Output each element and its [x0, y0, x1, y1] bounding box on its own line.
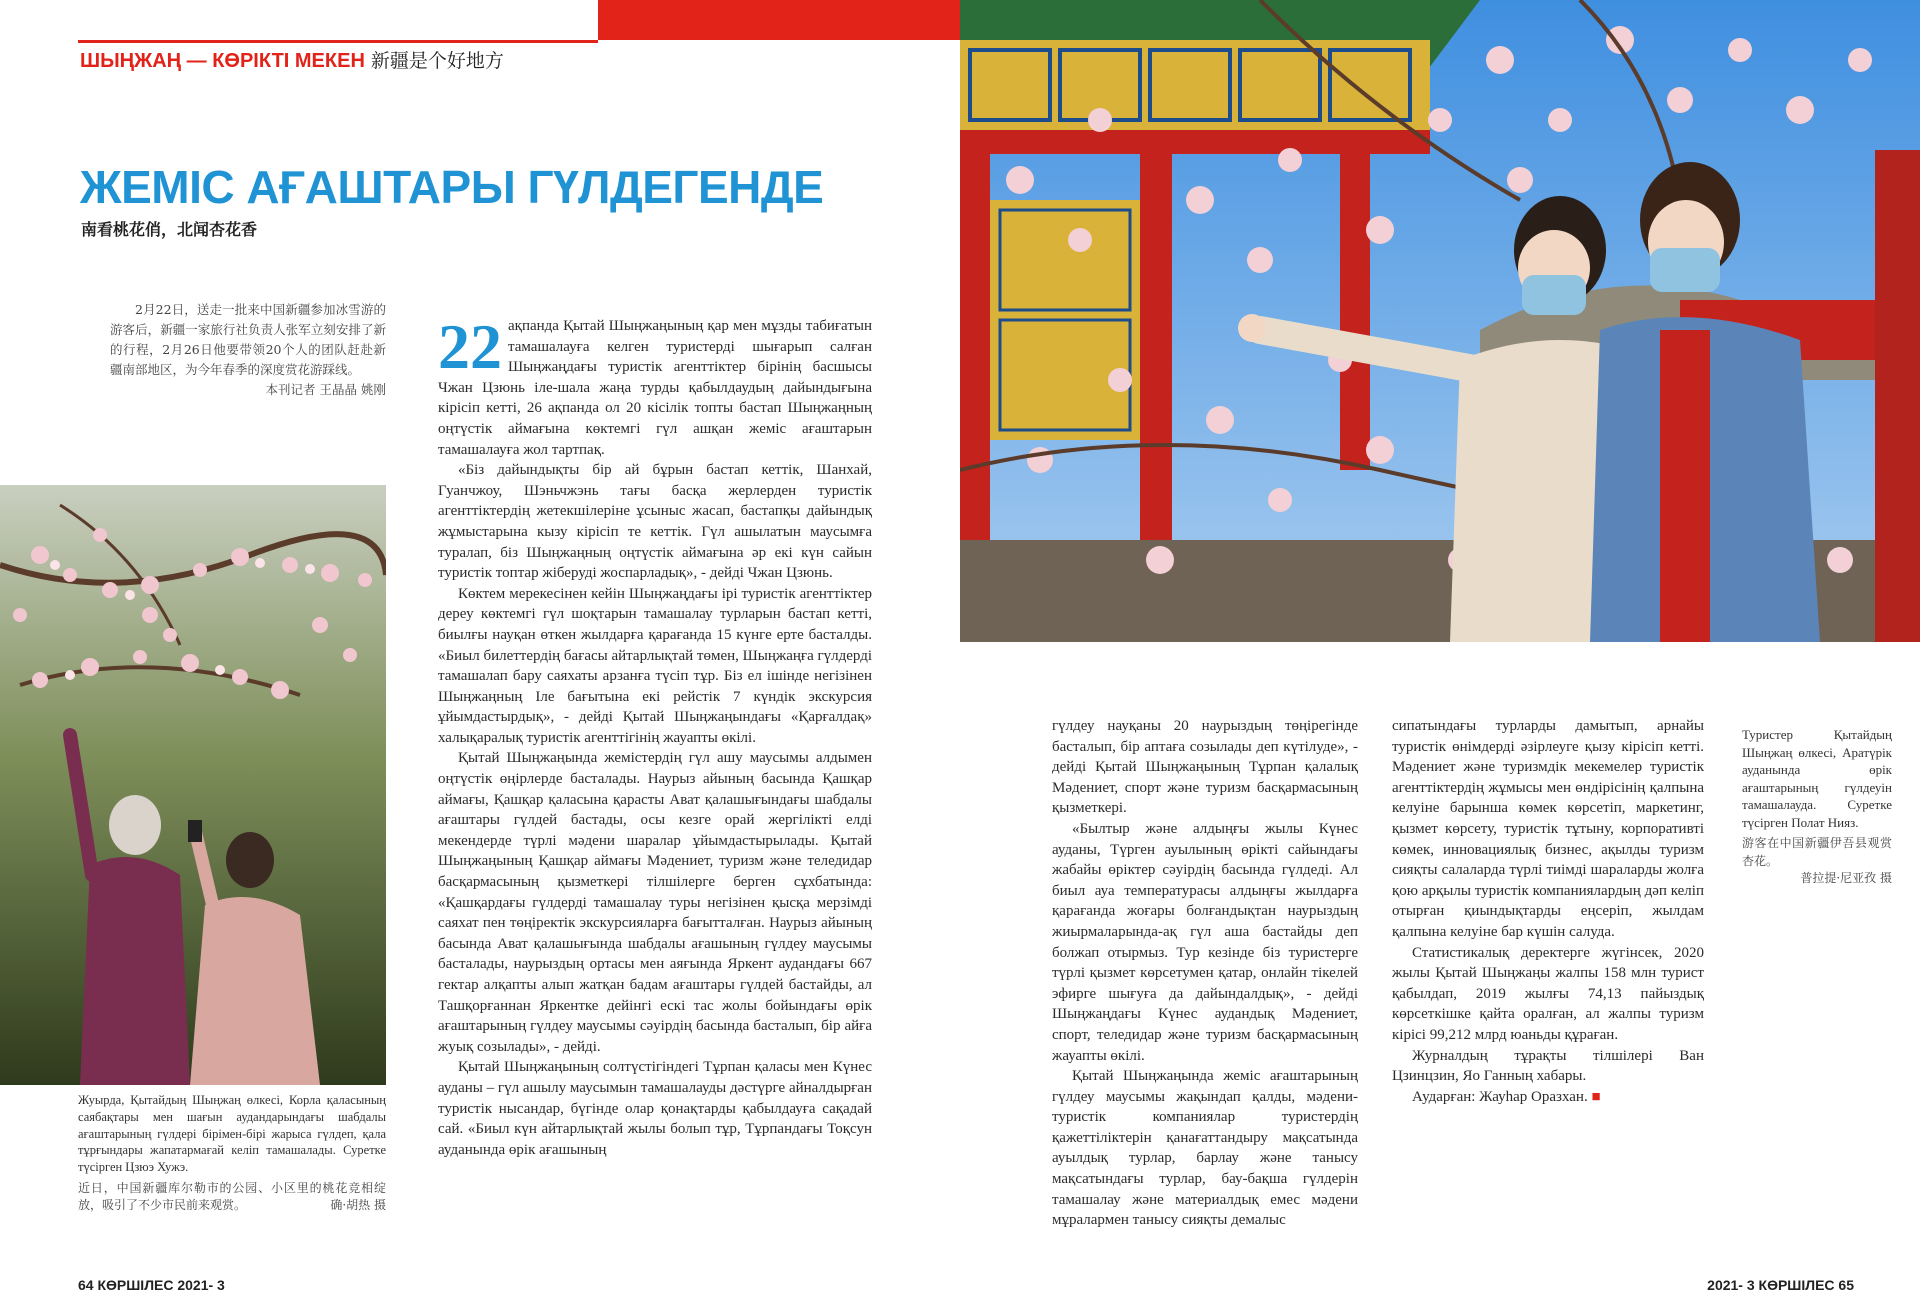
lead-paragraph-text: ақпанда Қытай Шыңжаңының қар мен мұзды табиғатын тамашалауға келген туристерді шығарып салған Шыңжаңдағы туристік агенттіктер бірінің басшысы Чжан Цзюнь іле-шала жаңа турды қабылдаудың дайындығына кірісіп кетті, 26 ақпанда ол 20 кісілік топты бастап Шыңжаңның оңтүстік аймағына көктемгі гүл ашқан жеміс ағаштарын тамашалауға жол тартпақ.: [438, 318, 872, 458]
page-footer-right: 2021- 3 КӨРШІЛЕС 65: [1707, 1277, 1854, 1293]
section-header: [80, 46, 504, 73]
body-paragraph-continued: гүлдеу науқаны 20 наурыздың төңірегінде басталып, бір аптаға созылады деп күтілуде», - дейді Қытай Шыңжаңының Тұрпан қалалық Мәдениет, спорт және туризм басқармасының қызметкері.: [1052, 718, 1358, 817]
photo-korla-peach-blossoms: [0, 485, 386, 1085]
photo-tourists-apricot-blossoms: [960, 0, 1920, 642]
drop-cap: 22: [438, 311, 502, 382]
small-photo-caption: [78, 1092, 386, 1213]
page-footer-left: 64 КӨРШІЛЕС 2021- 3: [78, 1277, 225, 1293]
body-paragraph: «Былтыр және алдыңғы жылы Күнес ауданы, Түрген ауылының өрікті сайындағы жабайы өріктер сәуірдің басында гүлдеді. Ал биыл ауа температурасы алдыңғы жылдарға қарағанда жоғары болғандықтан наурыздың жиырмаларында-ақ гүл аша бастайды деп болжап отырмыз. Тур кезінде біз туристерге түрлі қызмет көрсетумен қатар, онлайн тікелей эфирге шығуға да дайындалдық», - дейді Шыңжаңдағы Күнес аудандық Мәдениет, спорт, теледидар және туризм басқармасының жауапты өкілі.: [1052, 820, 1358, 1064]
header-rule: [78, 40, 598, 43]
small-photo-caption-kk: Жуырда, Қытайдың Шыңжаң өлкесі, Корла қаласының саябақтары мен шағын аудандарындағы шабдалы ағаштарының гүлдері бірімен-бірі жарыса гүлдеп, қала тұрғындары жапатармағай келіп тамашалады. Суретке түсірген Цзюэ Хужэ.: [78, 1093, 386, 1175]
main-photo-caption: [1742, 726, 1892, 888]
body-paragraph: Қытай Шыңжаңында жемістердің гүл ашу маусымы алдымен оңтүстік өңірлерде басталады. Наурыз айының басында Қашқар аймағы, Қашқар қаласына қарасты Ават қалашығындағы шабдалы ағаштары гүлдей бастады, осы кезге орай жергілікті елді мекендерде түрлі мәдени шаралар ұйымдастырылады. Қытай Шыңжаңының Қашқар аймағы Мәдениет, туризм және теледидар басқармасының қызметкері тілшілерге берген сұхбатында: «Қашқардағы гүлдерді тамашалау туры негізінен қысқа мерзімді саяхат пен төңіректік экскурсияларға бағытталған. Наурыз айының басында Ават қалашығында шабдалы ағашының гүлдеу маусымы басталады, наурыздың ортасы мен аяғында Яркент аудандағы 667 гектар алқапты алып жатқан бадам ағаштары гүлдей бастайды, ал Ташқорғаннан Яркентке дейінгі ескі тас жолы бойындағы өрік ағаштарының гүлдеу маусымы сәуірдің басында басталып, бір айға жуық созылады», - дейді.: [438, 750, 872, 1055]
intro-zh-block: [110, 300, 386, 400]
article-title: ЖЕМІС АҒАШТАРЫ ГҮЛДЕГЕНДЕ: [80, 161, 824, 213]
article-column-2: [1052, 716, 1358, 1231]
body-paragraph-continued: сипатындағы турларды дамытып, арнайы туристік өнімдерді әзірлеуге қызу кірісіп кетті. Мәдениет және туризмдік мекемелер туристік агенттіктердің жұмысы мен өндірісінің қалпына келуіне барынша көмек көрсетіп, маркетинг, қызмет көрсету, туристік тұтыну, корпоративті көмек, инновациялық бизнес, ақылды туризм сияқты салаларда түрлі тиімді шараларды жолға қою арқылы туристік компаниялардың дәп келіп отырған қиындықтарды еңсеріп, жылдам қалпына келуіне бар күшін салуда.: [1392, 718, 1704, 940]
article-column-3: [1392, 716, 1704, 1107]
intro-byline-zh: 本刊记者 王晶晶 姚刚: [265, 382, 386, 397]
translator-credit-text: Аударған: Жауһар Оразхан.: [1412, 1088, 1588, 1105]
body-paragraph: Статистикалық деректерге жүгінсек, 2020 жылы Қытай Шыңжаңы жалпы 158 млн турист қабылдап, 2019 жылғы 74,13 пайыздық көрсеткішке қайта оралған, ал жалпы туризм кірісі 99,212 млрд юаньды құраған.: [1392, 944, 1704, 1043]
intro-zh-text: 2月22日，送走一批来中国新疆参加冰雪游的游客后，新疆一家旅行社负责人张军立刻安排了新的行程，2月26日他要带领20个人的团队赶赴新疆南部地区，为今年春季的深度赏花游踩线。: [110, 302, 386, 377]
small-photo-credit-zh: 确·胡热 摄: [330, 1197, 386, 1212]
article-column-1: [438, 311, 873, 1160]
lead-paragraph: [438, 311, 872, 460]
header-red-bar: [598, 0, 960, 40]
body-paragraph: Қытай Шыңжаңының солтүстігіндегі Тұрпан қаласы мен Күнес ауданы – гүл ашылу маусымын тамашалауды дәстүрге айналдырған туристік нысандар, бүгінде олар қонақтарды қабылдауға сақадай сай. «Биыл күн айтарлықтай жылы болып тұр, Тұрпандағы Тоқсун ауданында өрік ағашының: [438, 1059, 872, 1158]
article-subtitle-zh: 南看桃花俏，北闻杏花香: [81, 220, 258, 239]
section-title-kk: ШЫҢЖАҢ — КӨРІКТІ МЕКЕН: [80, 50, 365, 72]
body-paragraph: Көктем мерекесінен кейін Шыңжаңдағы ірі туристік агенттіктер дереу көктемгі гүл шоқтарын тамашалау турларын бастап кетті, биылғы науқан өткен жылдарға қарағанда 15 күнге ерте басталды. «Биыл билеттердің бағасы айтарлықтай төмен, Шыңжаңға гүлдерді тамашалап бару саяхаты арзанға түсіп тұр. Біз ел ішінде негізінен Шыңжаңның Іле бағытына екі рейстік 7 күндік экскурсия ұйымдастырдық», - дейді Қытай Шыңжаңындағы «Қарғалдақ» халықаралық туристік агенттігінің жауапты өкілі.: [438, 585, 873, 746]
author-credit: Журналдың тұрақты тілшілері Ван Цзинцзин, Яо Ганның хабары.: [1392, 1047, 1704, 1085]
body-paragraph: Қытай Шыңжаңында жеміс ағаштарының гүлдеу маусымы жақындап қалды, мәдени-туристік компаниялар туристердің қажеттіліктерін қанағаттандыру мақсатында ауылдық турлар, барлау және танысу мақсатындағы турлар, бау-бақша гүлдерін тамашалау және материалдық емес мәдени мұралармен танысу сияқты демалыс: [1052, 1068, 1358, 1229]
small-photo-caption-zh: 近日，中国新疆库尔勒市的公园、小区里的桃花竞相绽放，吸引了不少市民前来观赏。: [78, 1180, 386, 1212]
main-photo-caption-kk: Туристер Қытайдың Шыңжаң өлкесі, Аратүрік ауданында өрік ағаштарының гүлдеуін тамашалауда. Суретке түсірген Полат Нияз.: [1742, 727, 1892, 830]
main-photo-caption-zh: 游客在中国新疆伊吾县观赏杏花。: [1742, 836, 1892, 868]
body-paragraph: «Біз дайындықты бір ай бұрын бастап кеттік, Шанхай, Гуанчжоу, Шэньчжэнь тағы басқа жерлерден туристік агенттіктердің жетекшілеріне ұсыныс жасап, бастапқы дайындық жұмыстарына кызу кірісіп те кеттік. Гүл ашылатын маусымға туралап, біз Шыңжаңның оңтүстік аймағына әр екі күн сайын туристік топтар жіберуді жоспарладық», - дейді Чжан Цзюнь.: [438, 462, 872, 582]
end-mark: ■: [1591, 1088, 1601, 1105]
translator-credit: [1392, 1087, 1704, 1108]
section-title-zh: 新疆是个好地方: [370, 50, 504, 72]
main-photo-credit-zh: 普拉提·尼亚孜 摄: [1800, 871, 1892, 885]
